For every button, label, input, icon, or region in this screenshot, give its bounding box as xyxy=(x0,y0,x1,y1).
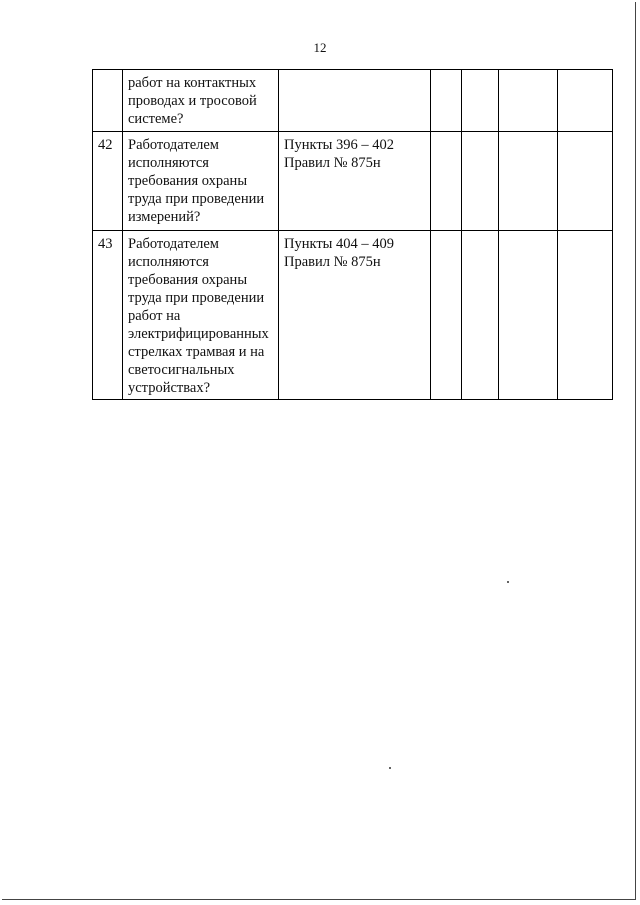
table-row xyxy=(93,70,613,132)
answer-cell-not-applicable xyxy=(499,231,558,400)
page-number: 12 xyxy=(313,40,327,55)
table-row xyxy=(93,231,613,400)
comment-cell xyxy=(558,70,613,132)
answer-cell-not-applicable xyxy=(499,70,558,132)
question-cell: Работодателем исполняются требования охраны труда при проведении измерений? xyxy=(123,132,279,231)
answer-cell-no xyxy=(462,70,499,132)
reference-cell xyxy=(279,70,431,132)
question-cell: Работодателем исполняются требования охраны труда при проведении работ на электрифицированных стрелках трамвая и на светосигнальных устройствах? xyxy=(123,231,279,400)
answer-cell-no xyxy=(462,132,499,231)
answer-cell-no xyxy=(462,231,499,400)
row-number: 42 xyxy=(93,132,123,231)
comment-cell xyxy=(558,231,613,400)
comment-cell xyxy=(558,132,613,231)
answer-cell-yes xyxy=(431,132,462,231)
answer-cell-not-applicable xyxy=(499,132,558,231)
reference-cell: Пункты 404 – 409 Правил № 875н xyxy=(279,231,431,400)
scan-speck xyxy=(389,767,391,769)
answer-cell-yes xyxy=(431,231,462,400)
scan-speck xyxy=(507,581,509,583)
row-number: 43 xyxy=(93,231,123,400)
answer-cell-yes xyxy=(431,70,462,132)
checklist-table xyxy=(92,69,613,400)
question-cell: работ на контактных проводах и тросовой системе? xyxy=(123,70,279,132)
row-number xyxy=(93,70,123,132)
table-row xyxy=(93,132,613,231)
reference-cell: Пункты 396 – 402 Правил № 875н xyxy=(279,132,431,231)
